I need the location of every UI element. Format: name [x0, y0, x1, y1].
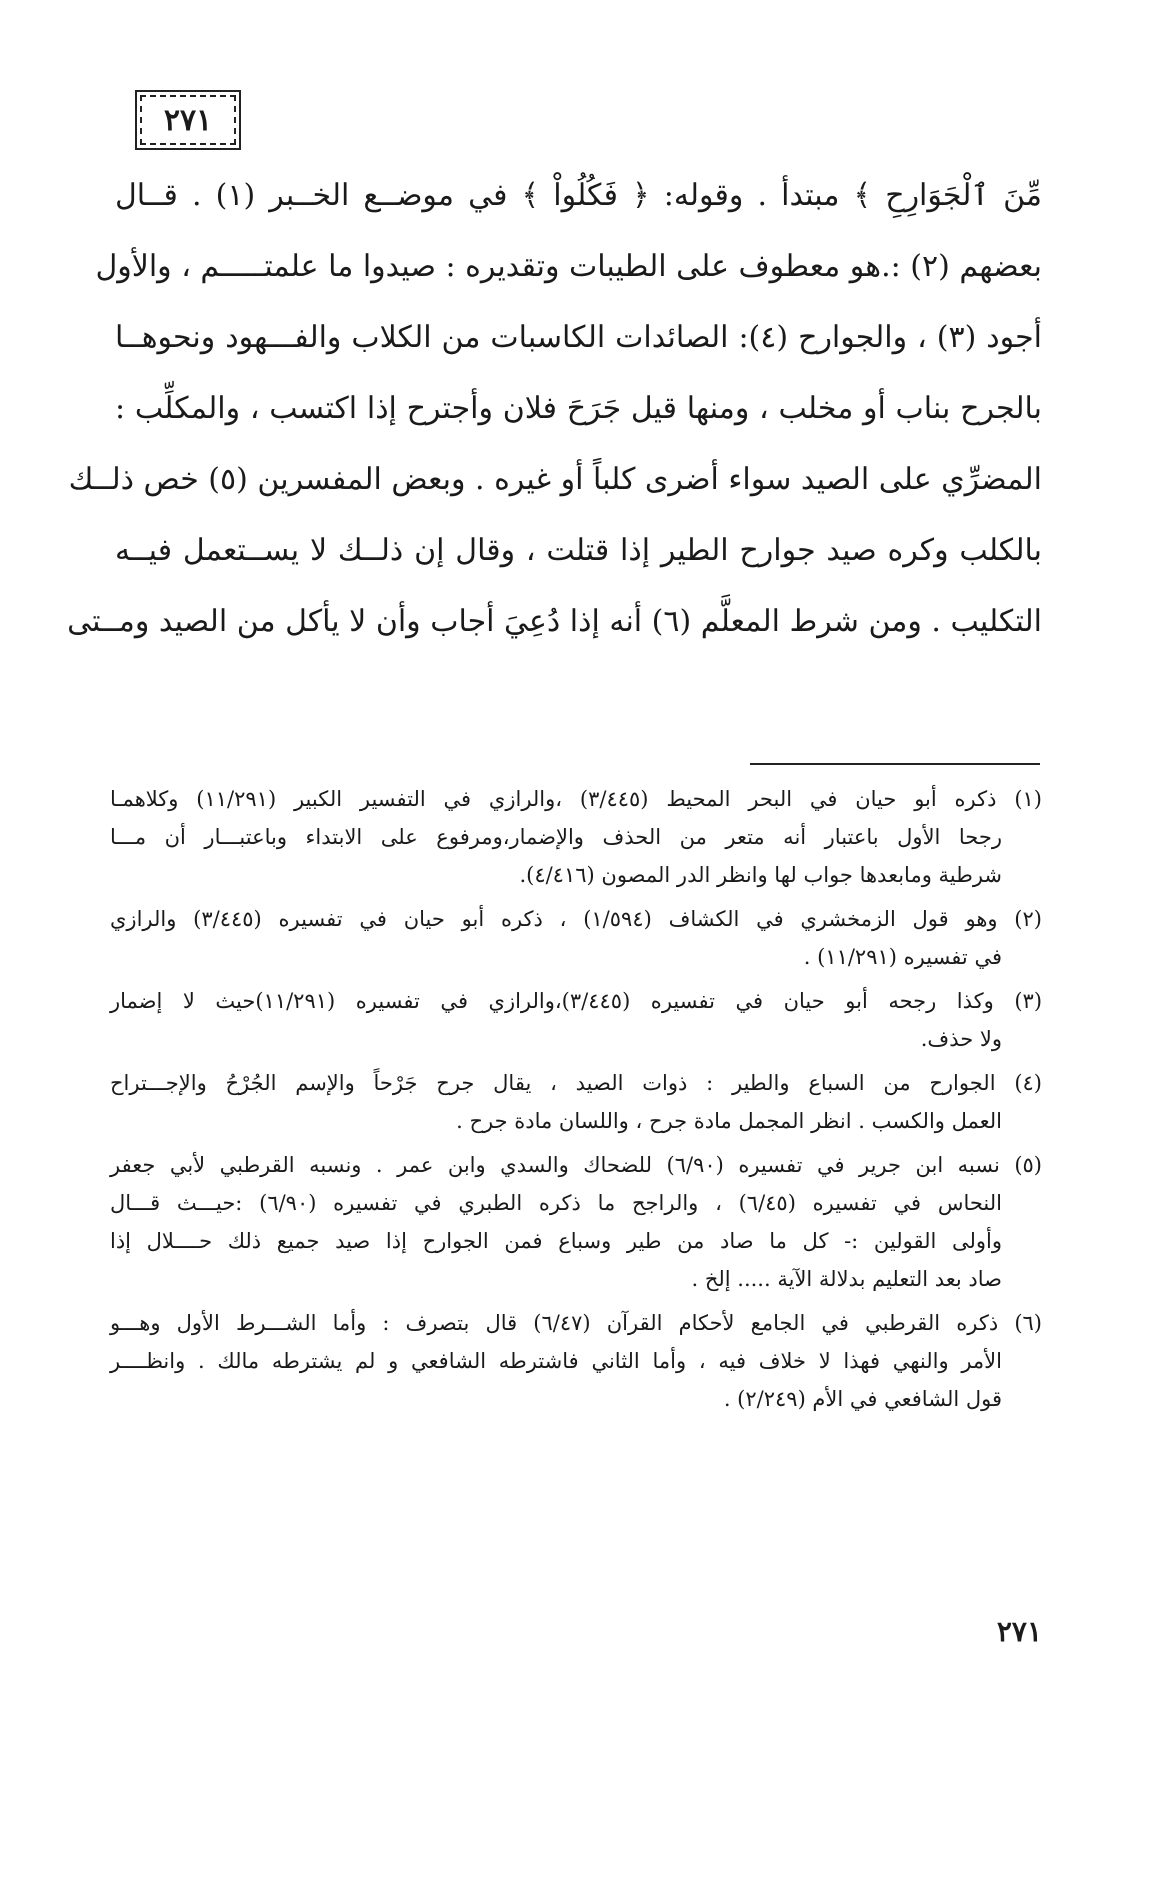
page-number-top: ٢٧١ — [163, 102, 213, 138]
page-number-box — [140, 95, 236, 145]
footnote-3: (٣) وكذا رجحه أبو حيان في تفسيره (٣/٤٤٥)،والرازي في تفسيره (١١/٢٩١)حيث لا إضمار ولا حذف. — [110, 989, 1043, 1051]
footnote-6: (٦) ذكره القرطبي في الجامع لأحكام القرآن (٦/٤٧) قال بتصرف : وأما الشـــرط الأول وهـــو الأمر والنهي فهذا لا خلاف فيه ، وأما الثاني فاشترطه الشافعي و لم يشترطه مالك . وانظــــر قول الشافعي في الأم (٢/٢٤٩) . — [110, 1311, 1042, 1411]
main-line: المضرِّي على الصيد سواء أضرى كلباً أو غيره . وبعض المفسرين (٥) خص ذلــك — [68, 461, 1042, 497]
footnote-5: (٥) نسبه ابن جرير في تفسيره (٦/٩٠) للضحاك والسدي وابن عمر . ونسبه القرطبي لأبي جعفر النحاس في تفسيره (٦/٤٥) ، والراجح ما ذكره الطبري في تفسيره (٦/٩٠) :حيـــث قـــال وأولى القولين :- كل ما صاد من طير وسباع فمن الجوارح إذا صيد جميع ذلك حــــلال إذا صاد بعد التعليم بدلالة الآية ..... إلخ . — [110, 1153, 1042, 1291]
footnote-1: (١) ذكره أبو حيان في البحر المحيط (٣/٤٤٥) ،والرازي في التفسير الكبير (١١/٢٩١) وكلاهمـا رجحا الأول باعتبار أنه متعر من الحذف والإضمار،ومرفوع على الابتداء وباعتبـــار أن مـــا شرطية ومابعدها جواب لها وانظر الدر المصون (٤/٤١٦). — [110, 787, 1042, 887]
footnote-2: (٢) وهو قول الزمخشري في الكشاف (١/٥٩٤) ، ذكره أبو حيان في تفسيره (٣/٤٤٥) والرازي في تفسيره (١١/٢٩١) . — [110, 907, 1042, 969]
footnotes — [110, 780, 1042, 1424]
footnote-4: (٤) الجوارح من السباع والطير : ذوات الصيد ، يقال جرح جَرْحاً والإسم الجُرْحُ والإجـــتراح العمل والكسب . انظر المجمل مادة جرح ، واللسان مادة جرح . — [110, 1071, 1042, 1133]
main-line: بعضهم (٢) :.هو معطوف على الطيبات وتقديره : صيدوا ما علمتـــــم ، والأول — [95, 248, 1042, 284]
page-number-bottom: ٢٧١ — [996, 1615, 1042, 1648]
main-line: أجود (٣) ، والجوارح (٤): الصائدات الكاسبات من الكلاب والفـــهود ونحوهــا — [115, 319, 1042, 355]
main-line: بالجرح بناب أو مخلب ، ومنها قيل جَرَحَ فلان وأجترح إذا اكتسب ، والمكلِّب : — [115, 390, 1042, 426]
main-line: مِّنَ ٱلْجَوَارِحِ ﴾ مبتدأ . وقوله: ﴿ فَكُلُواْ ﴾ في موضــع الخــبر (١) . قــال — [115, 177, 1042, 213]
footnote-divider — [750, 763, 1040, 765]
main-line: بالكلب وكره صيد جوارح الطير إذا قتلت ، وقال إن ذلــك لا يســتعمل فيــه — [115, 532, 1042, 568]
main-text — [67, 160, 1042, 657]
main-line: التكليب . ومن شرط المعلَّم (٦) أنه إذا دُعِيَ أجاب وأن لا يأكل من الصيد ومــتى — [67, 603, 1042, 639]
